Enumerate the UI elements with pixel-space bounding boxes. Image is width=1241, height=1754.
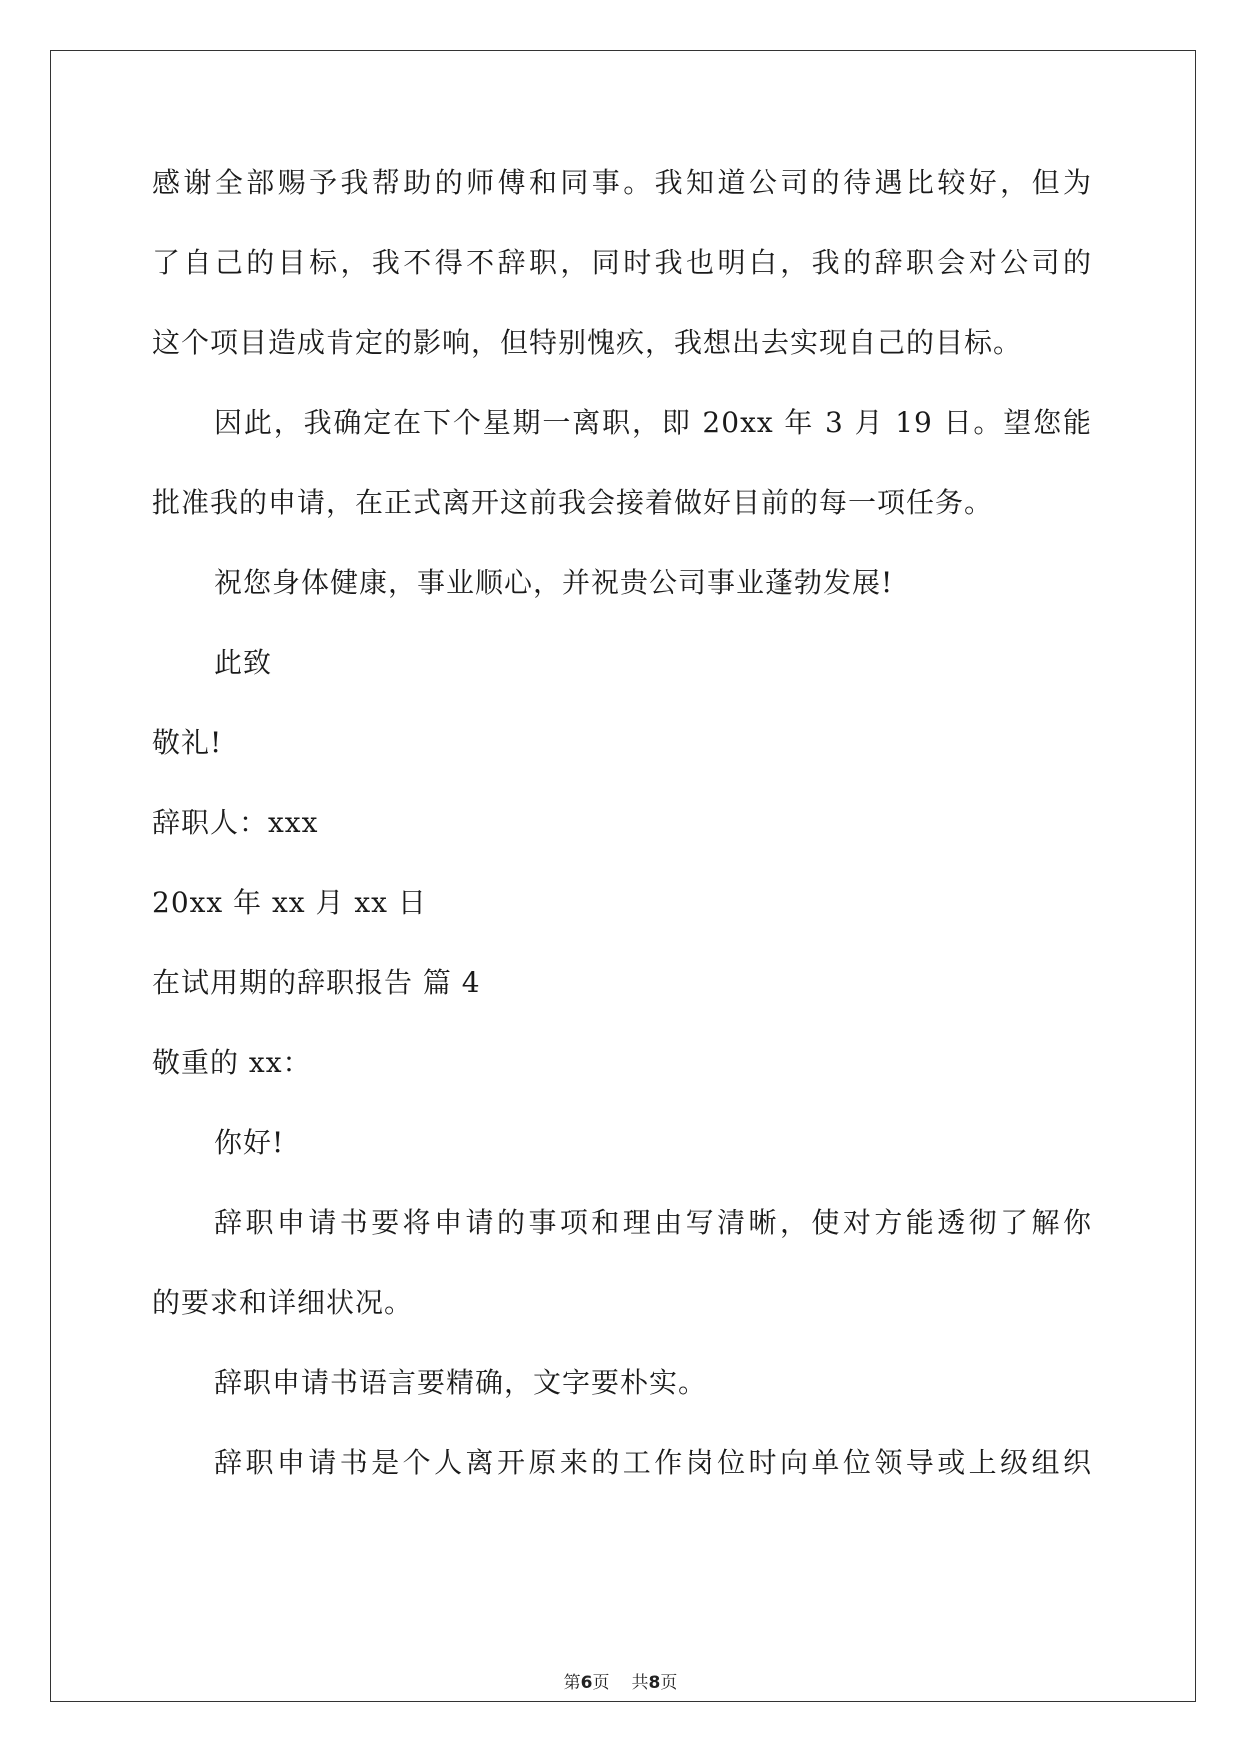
date-line: 20xx 年 xx 月 xx 日 bbox=[152, 886, 427, 919]
section-heading: 在试用期的辞职报告 篇 4 bbox=[152, 966, 481, 999]
paragraph-line: 感谢全部赐予我帮助的师傅和同事。我知道公司的待遇比较好，但为 bbox=[152, 166, 1092, 199]
paragraph-line: 因此，我确定在下个星期一离职，即 20xx 年 3 月 19 日。望您能 bbox=[214, 406, 1092, 439]
closing-salutation: 此致 bbox=[214, 646, 273, 679]
total-pages-number: 8 bbox=[648, 1673, 661, 1693]
paragraph-line: 辞职申请书是个人离开原来的工作岗位时向单位领导或上级组织 bbox=[214, 1446, 1092, 1479]
paragraph-line: 的要求和详细状况。 bbox=[152, 1286, 414, 1319]
paragraph-line: 这个项目造成肯定的影响，但特别愧疚，我想出去实现自己的目标。 bbox=[152, 326, 1023, 359]
letter-hello: 你好! bbox=[214, 1126, 285, 1159]
closing-respect: 敬礼! bbox=[152, 726, 223, 759]
paragraph-line: 祝您身体健康，事业顺心，并祝贵公司事业蓬勃发展! bbox=[214, 566, 894, 599]
footer-total-prefix: 共 bbox=[631, 1673, 649, 1693]
paragraph-line: 辞职申请书要将申请的事项和理由写清晰，使对方能透彻了解你 bbox=[214, 1206, 1092, 1239]
letter-greeting: 敬重的 xx： bbox=[152, 1046, 312, 1079]
signature-line: 辞职人：xxx bbox=[152, 806, 319, 839]
footer-prefix: 第 bbox=[563, 1673, 581, 1693]
footer-total-unit: 页 bbox=[660, 1673, 678, 1693]
current-page-number: 6 bbox=[580, 1673, 593, 1693]
paragraph-line: 了自己的目标，我不得不辞职，同时我也明白，我的辞职会对公司的 bbox=[152, 246, 1092, 279]
paragraph-line: 批准我的申请，在正式离开这前我会接着做好目前的每一项任务。 bbox=[152, 486, 994, 519]
page-footer bbox=[0, 1668, 1241, 1693]
footer-page-unit: 页 bbox=[592, 1673, 610, 1693]
paragraph-line: 辞职申请书语言要精确，文字要朴实。 bbox=[214, 1366, 708, 1399]
